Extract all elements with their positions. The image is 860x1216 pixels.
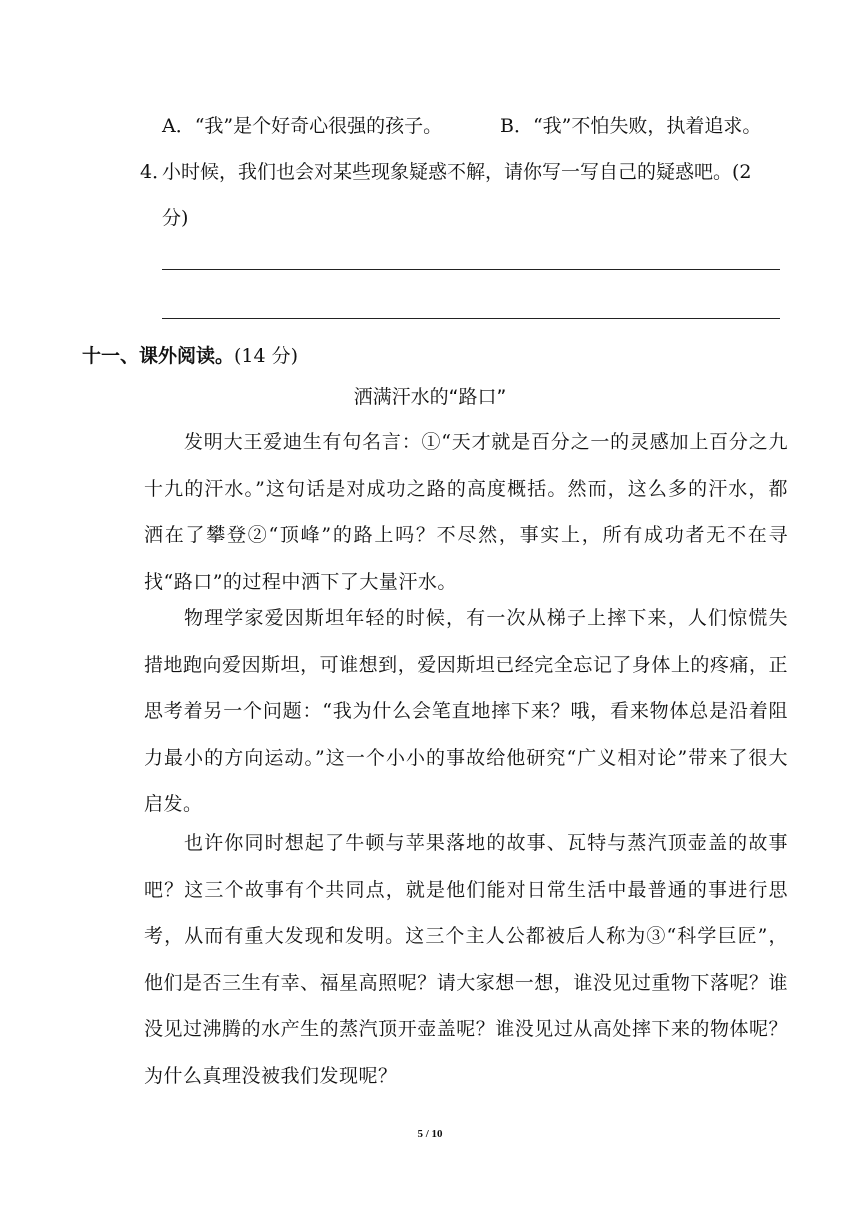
section-title: 十一、课外阅读。	[82, 345, 235, 367]
option-a: A．“我”是个好奇心很强的孩子。	[162, 115, 443, 137]
section-points: (14 分)	[234, 345, 299, 367]
answer-line[interactable]	[162, 318, 780, 319]
passage-title: 洒满汗水的“路口”	[353, 386, 507, 408]
option-b: B．“我”不怕失败，执着追求。	[500, 115, 762, 137]
passage-paragraph-2: 物理学家爱因斯坦年轻的时候，有一次从梯子上摔下来，人们惊慌失措地跑向爱因斯坦，可谁想到，爱因斯坦已经完全忘记了身体上的疼痛，正思考着另一个问题：“我为什么会笔直地摔下来？哦，看来物体总是沿着阻力最小的方向运动。”这一个小小的事故给他研究“广义相对论”带来了很大启发。	[144, 607, 788, 815]
passage-paragraph-1: 发明大王爱迪生有句名言：①“天才就是百分之一的灵感加上百分之九十九的汗水。”这句话是对成功之路的高度概括。然而，这么多的汗水，都洒在了攀登②“顶峰”的路上吗？不尽然，事实上，所有成功者无不在寻找“路口”的过程中洒下了大量汗水。	[144, 431, 788, 593]
answer-line[interactable]	[162, 269, 780, 270]
question-4-text: 小时候，我们也会对某些现象疑惑不解，请你写一写自己的疑惑吧。(2	[162, 161, 752, 183]
page-number: 5 / 10	[417, 1128, 443, 1140]
passage-paragraph-3: 也许你同时想起了牛顿与苹果落地的故事、瓦特与蒸汽顶壶盖的故事吧？这三个故事有个共同点，就是他们能对日常生活中最普通的事进行思考，从而有重大发现和发明。这三个主人公都被后人称为③“科学巨匠”，他们是否三生有幸、福星高照呢？请大家想一想，谁没见过重物下落呢？谁没见过沸腾的水产生的蒸汽顶开壶盖呢？谁没见过从高处摔下来的物体呢？为什么真理没被我们发现呢？	[144, 832, 788, 1087]
section-heading	[82, 342, 298, 370]
question-4-text-continued: 分)	[162, 207, 189, 229]
question-4-number: 4．	[140, 161, 172, 183]
